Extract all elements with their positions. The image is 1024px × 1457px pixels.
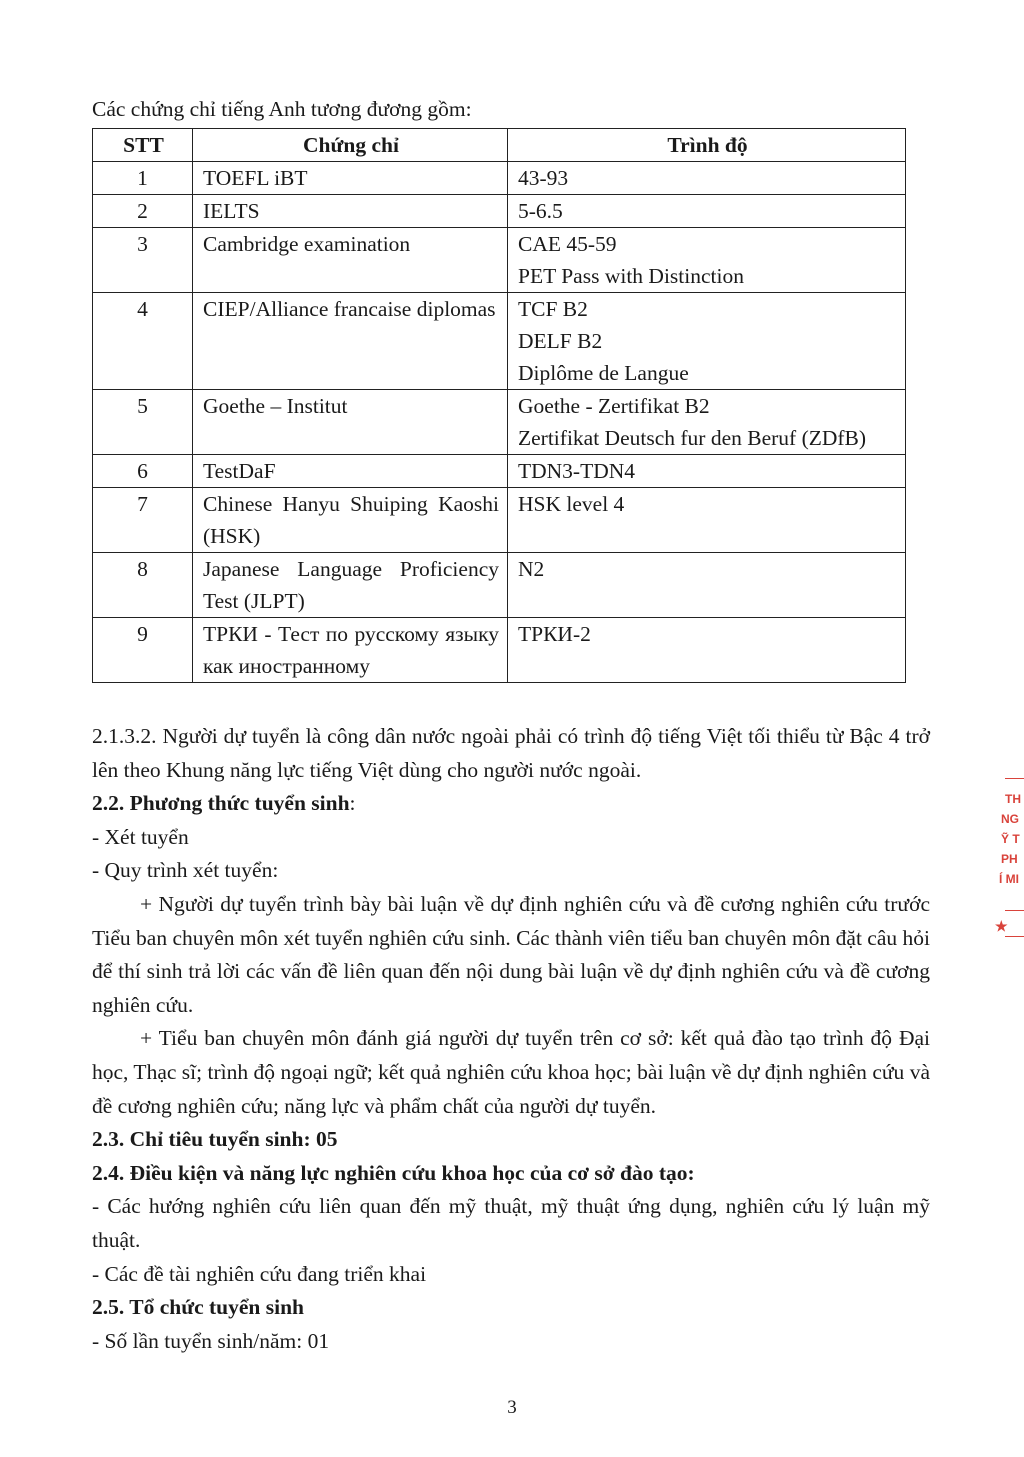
cell-level bbox=[508, 293, 906, 390]
cell-stt: 9 bbox=[93, 618, 193, 683]
level-line: 43-93 bbox=[518, 166, 569, 190]
level-line: N2 bbox=[518, 557, 545, 581]
stamp-text: Ỹ T bbox=[1001, 832, 1020, 846]
table-row bbox=[93, 162, 906, 195]
certificates-table bbox=[92, 128, 906, 683]
cell-certificate: CIEP/Alliance francaise diplomas bbox=[193, 293, 508, 390]
cell-level bbox=[508, 162, 906, 195]
page-number: 3 bbox=[507, 1397, 517, 1418]
level-line: HSK level 4 bbox=[518, 492, 625, 516]
bullet-huong-nghien-cuu: - Các hướng nghiên cứu liên quan đến mỹ thuật, mỹ thuật ứng dụng, nghiên cứu lý luận mỹ thuật. bbox=[92, 1194, 930, 1252]
plus-item-2: + Tiểu ban chuyên môn đánh giá người dự tuyển trên cơ sở: kết quả đào tạo trình độ Đại học, Thạc sĩ; trình độ ngoại ngữ; kết quả nghiên cứu khoa học; bài luận về dự định nghiên cứu và đề cương nghiên cứu; năng lực và phẩm chất của người dự tuyển. bbox=[92, 1026, 930, 1118]
table-row bbox=[93, 195, 906, 228]
header-certificate: Chứng chỉ bbox=[193, 129, 508, 162]
table-row bbox=[93, 553, 906, 618]
header-stt: STT bbox=[93, 129, 193, 162]
table-row bbox=[93, 455, 906, 488]
level-line: ТРКИ-2 bbox=[518, 622, 591, 646]
header-level: Trình độ bbox=[508, 129, 906, 162]
cell-stt: 6 bbox=[93, 455, 193, 488]
stamp-line bbox=[1005, 910, 1024, 911]
level-line: TDN3-TDN4 bbox=[518, 459, 636, 483]
level-line: 5-6.5 bbox=[518, 199, 563, 223]
heading-2-4: 2.4. Điều kiện và năng lực nghiên cứu khoa học của cơ sở đào tạo: bbox=[92, 1160, 695, 1185]
table-header-row bbox=[93, 129, 906, 162]
heading-2-5: 2.5. Tổ chức tuyển sinh bbox=[92, 1295, 305, 1320]
bullet-de-tai: - Các đề tài nghiên cứu đang triển khai bbox=[92, 1261, 427, 1286]
level-line: Goethe - Zertifikat B2 bbox=[518, 394, 710, 418]
cell-certificate: ТРКИ - Тест по русскому языку как иностранному bbox=[193, 618, 508, 683]
table-row bbox=[93, 390, 906, 455]
stamp-line bbox=[1005, 778, 1024, 779]
stamp-text: Í MI bbox=[999, 872, 1019, 886]
bullet-quy-trinh: - Quy trình xét tuyển: bbox=[92, 858, 279, 883]
cell-level bbox=[508, 455, 906, 488]
intro-text: Các chứng chỉ tiếng Anh tương đương gồm: bbox=[92, 97, 472, 121]
level-line: Diplôme de Langue bbox=[518, 361, 689, 385]
stamp-text: TH bbox=[1005, 792, 1021, 806]
bullet-xet-tuyen: - Xét tuyển bbox=[92, 824, 189, 849]
main-content bbox=[92, 720, 930, 1358]
level-line: PET Pass with Distinction bbox=[518, 264, 744, 288]
cell-certificate: TestDaF bbox=[193, 455, 508, 488]
cell-level bbox=[508, 228, 906, 293]
paragraph-2-1-3-2: 2.1.3.2. Người dự tuyển là công dân nước ngoài phải có trình độ tiếng Việt tối thiểu từ Bậc 4 trở lên theo Khung năng lực tiếng Việt dùng cho người nước ngoài. bbox=[92, 724, 930, 782]
cell-certificate: Cambridge examination bbox=[193, 228, 508, 293]
cell-level bbox=[508, 488, 906, 553]
cell-stt: 3 bbox=[93, 228, 193, 293]
table-row bbox=[93, 488, 906, 553]
cell-level bbox=[508, 553, 906, 618]
stamp-line bbox=[1005, 936, 1024, 937]
cell-level bbox=[508, 618, 906, 683]
plus-item-1: + Người dự tuyển trình bày bài luận về dự định nghiên cứu và đề cương nghiên cứu trước Tiểu ban chuyên môn xét tuyển nghiên cứu sinh. Các thành viên tiểu ban chuyên môn đặt câu hỏi để thí sinh trả lời các vấn đề liên quan đến nội dung bài luận về dự định nghiên cứu và đề cương nghiên cứu. bbox=[92, 891, 930, 1017]
cell-certificate: TOEFL iBT bbox=[193, 162, 508, 195]
heading-2-2: 2.2. Phương thức tuyển sinh: bbox=[92, 791, 356, 816]
stamp-text: NG bbox=[1001, 812, 1019, 826]
cell-stt: 5 bbox=[93, 390, 193, 455]
cell-stt: 7 bbox=[93, 488, 193, 553]
stamp-text: PH bbox=[1001, 852, 1018, 866]
cell-stt: 1 bbox=[93, 162, 193, 195]
cell-level bbox=[508, 390, 906, 455]
cell-certificate: Japanese Language Proficiency Test (JLPT) bbox=[193, 553, 508, 618]
cell-stt: 4 bbox=[93, 293, 193, 390]
cell-certificate: IELTS bbox=[193, 195, 508, 228]
level-line: DELF B2 bbox=[518, 329, 603, 353]
cell-level bbox=[508, 195, 906, 228]
cell-certificate: Goethe – Institut bbox=[193, 390, 508, 455]
red-stamp-fragment bbox=[995, 770, 1024, 970]
heading-2-3: 2.3. Chỉ tiêu tuyển sinh: 05 bbox=[92, 1127, 338, 1152]
level-line: TCF B2 bbox=[518, 297, 588, 321]
cell-stt: 2 bbox=[93, 195, 193, 228]
level-line: Zertifikat Deutsch fur den Beruf (ZDfB) bbox=[518, 426, 867, 450]
bullet-so-lan: - Số lần tuyển sinh/năm: 01 bbox=[92, 1328, 330, 1353]
star-icon: ★ bbox=[995, 918, 1008, 934]
cell-stt: 8 bbox=[93, 553, 193, 618]
table-row bbox=[93, 618, 906, 683]
table-row bbox=[93, 293, 906, 390]
level-line: CAE 45-59 bbox=[518, 232, 617, 256]
table-row bbox=[93, 228, 906, 293]
cell-certificate: Chinese Hanyu Shuiping Kaoshi (HSK) bbox=[193, 488, 508, 553]
